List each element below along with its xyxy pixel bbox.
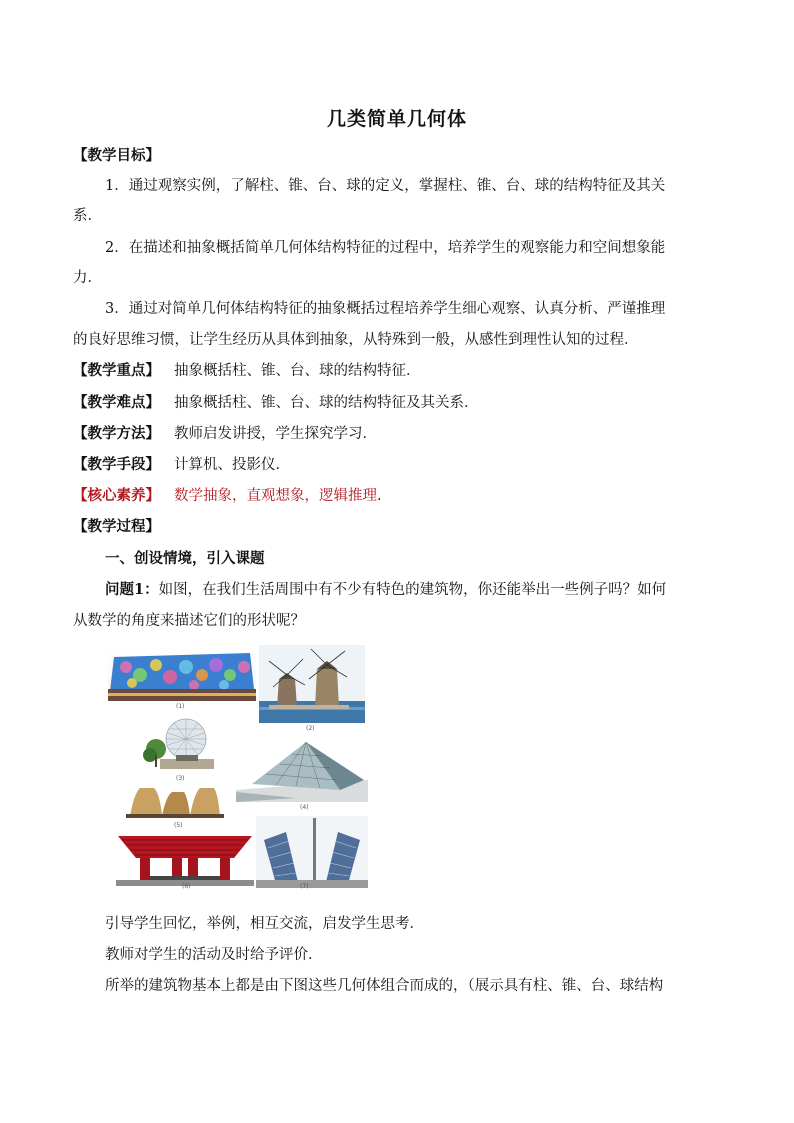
question-1-text: 如图，在我们生活周围中有不少有特色的建筑物，你还能举出一些例子吗？如何 [158,582,667,598]
key-points-row [73,361,421,381]
paragraph-3: 所举的建筑物基本上都是由下图这些几何体组合而成的，（展示具有柱、锥、台、球结构 [105,978,664,994]
method-label: 【教学方法】 [73,425,160,442]
goal-2-line-1: 2．在描述和抽象概括简单几何体结构特征的过程中，培养学生的观察能力和空间想象能 [105,240,666,256]
caption-2: (2) [306,725,315,732]
core-literacy-item-1: 数学抽象， [174,488,247,504]
building-photo-glass-pyramid [236,740,368,811]
core-literacy-item-3: 逻辑推理 [319,488,377,504]
question-1-line-1 [105,580,666,600]
process-heading: 【教学过程】 [73,518,160,535]
goal-1-line-2: 系． [73,208,102,224]
method-text: 教师启发讲授，学生探究学习． [174,426,377,442]
building-photo-windmills [259,645,365,732]
caption-3: (3) [176,775,185,782]
difficult-points-label: 【教学难点】 [73,394,160,411]
core-literacy-period: ． [377,488,392,504]
caption-1: (1) [176,703,185,710]
question-1-label: 问题1： [105,581,159,598]
caption-7: (7) [300,883,309,890]
caption-6: (6) [182,883,191,890]
goal-3-line-1: 3．通过对简单几何体结构特征的抽象概括过程培养学生细心观察、认真分析、严谨推理 [105,301,666,317]
building-photo-china-pavilion [116,832,254,888]
goal-2-line-2: 力． [73,270,102,286]
page-title: 几类简单几何体 [326,108,467,130]
building-photo-water-cube [108,645,256,701]
goals-heading: 【教学目标】 [73,147,160,164]
difficult-points-row [73,393,479,413]
difficult-points-text: 抽象概括柱、锥、台、球的结构特征及其关系． [174,395,479,411]
building-photo-leaning-towers [256,816,368,888]
building-photo-frustums [126,782,224,829]
caption-5: (5) [174,822,183,829]
tools-label: 【教学手段】 [73,456,160,473]
paragraph-2: 教师对学生的活动及时给予评价． [105,947,323,963]
question-1-line-2: 从数学的角度来描述它们的形状呢？ [73,613,305,629]
goal-3-line-2: 的良好思维习惯，让学生经历从具体到抽象，从特殊到一般，从感性到理性认知的过程． [73,332,639,348]
goal-1-line-1: 1．通过观察实例，了解柱、锥、台、球的定义，掌握柱、锥、台、球的结构特征及其关 [105,178,666,194]
core-literacy-row [73,486,392,506]
paragraph-1: 引导学生回忆，举例，相互交流，启发学生思考． [105,916,424,932]
section-1-heading: 一、创设情境，引入课题 [105,550,265,567]
key-points-label: 【教学重点】 [73,362,160,379]
key-points-text: 抽象概括柱、锥、台、球的结构特征． [174,363,421,379]
tools-row [73,455,290,475]
core-literacy-label: 【核心素养】 [73,487,160,504]
caption-4: (4) [300,804,309,811]
building-photo-geodesic-dome [140,715,220,782]
tools-text: 计算机、投影仪． [174,457,290,473]
method-row [73,424,377,444]
core-literacy-item-2: 直观想象， [246,488,319,504]
